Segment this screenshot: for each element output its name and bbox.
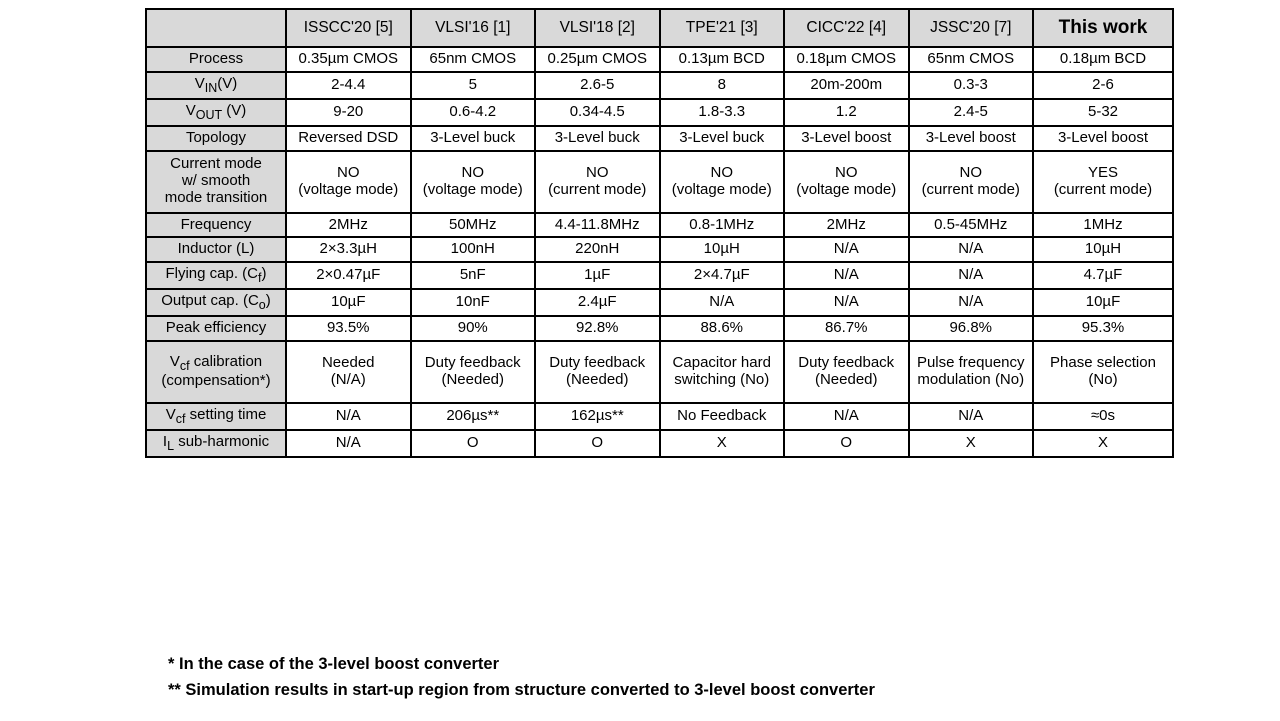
cell: N/A (909, 289, 1034, 316)
cell: N/A (784, 403, 909, 430)
cell: Reversed DSD (286, 126, 411, 151)
footnote-single-star: * In the case of the 3-level boost converter (168, 655, 500, 673)
cell: 0.13µm BCD (660, 47, 785, 72)
cell: 0.3-3 (909, 72, 1034, 99)
cell: 10µF (286, 289, 411, 316)
row-header: Frequency (146, 213, 286, 238)
table-row (146, 47, 1173, 72)
cell: 0.25µm CMOS (535, 47, 660, 72)
cell: 2MHz (286, 213, 411, 238)
column-header-2: VLSI'16 [1] (411, 9, 536, 47)
cell-this-work: 10µH (1033, 237, 1173, 262)
cell: 90% (411, 316, 536, 341)
table-row (146, 237, 1173, 262)
cell-this-work: 0.18µm BCD (1033, 47, 1173, 72)
cell: NO (current mode) (909, 151, 1034, 213)
cell: 8 (660, 72, 785, 99)
cell-this-work: YES (current mode) (1033, 151, 1173, 213)
cell: N/A (784, 289, 909, 316)
cell: NO (voltage mode) (784, 151, 909, 213)
row-header: $V_{cf}$ calibration (compensation*) (146, 341, 286, 403)
cell: 2×4.7µF (660, 262, 785, 289)
cell: 2.4µF (535, 289, 660, 316)
cell-this-work: 5-32 (1033, 99, 1173, 126)
cell: 4.4-11.8MHz (535, 213, 660, 238)
row-header: Current mode w/ smooth mode transition (146, 151, 286, 213)
cell: N/A (784, 262, 909, 289)
column-header-this-work: This work (1033, 9, 1173, 47)
cell: 0.8-1MHz (660, 213, 785, 238)
table-row (146, 289, 1173, 316)
cell: 86.7% (784, 316, 909, 341)
cell: 0.6-4.2 (411, 99, 536, 126)
cell: Needed (N/A) (286, 341, 411, 403)
column-header-4: TPE'21 [3] (660, 9, 785, 47)
cell: 65nm CMOS (411, 47, 536, 72)
cell: N/A (909, 237, 1034, 262)
footnote-double-star: ** Simulation results in start-up region from structure converted to 3-level boost converter (168, 680, 875, 699)
cell: 3-Level boost (784, 126, 909, 151)
cell: NO (voltage mode) (286, 151, 411, 213)
cell: 9-20 (286, 99, 411, 126)
cell: 3-Level buck (411, 126, 536, 151)
column-header-6: JSSC'20 [7] (909, 9, 1034, 47)
row-header: Inductor (L) (146, 237, 286, 262)
cell: 100nH (411, 237, 536, 262)
table-row (146, 126, 1173, 151)
cell: 0.34-4.5 (535, 99, 660, 126)
cell: 3-Level buck (660, 126, 785, 151)
row-header: Topology (146, 126, 286, 151)
cell: N/A (784, 237, 909, 262)
cell: X (660, 430, 785, 457)
row-header: $V_{OUT}$ (V) (146, 99, 286, 126)
cell: 3-Level buck (535, 126, 660, 151)
table-row (146, 403, 1173, 430)
column-header-1: ISSCC'20 [5] (286, 9, 411, 47)
cell: 20m-200m (784, 72, 909, 99)
cell: 96.8% (909, 316, 1034, 341)
cell: Duty feedback (Needed) (535, 341, 660, 403)
cell: O (784, 430, 909, 457)
cell: 50MHz (411, 213, 536, 238)
cell: 1.8-3.3 (660, 99, 785, 126)
cell: 0.35µm CMOS (286, 47, 411, 72)
cell: 2-4.4 (286, 72, 411, 99)
cell: 10nF (411, 289, 536, 316)
footnotes (168, 652, 1218, 703)
table-row (146, 430, 1173, 457)
cell: O (535, 430, 660, 457)
row-header: Process (146, 47, 286, 72)
cell: 0.18µm CMOS (784, 47, 909, 72)
cell-this-work: 10µF (1033, 289, 1173, 316)
cell: N/A (909, 403, 1034, 430)
comparison-table-container (145, 8, 1157, 458)
cell: O (411, 430, 536, 457)
cell-this-work: 2-6 (1033, 72, 1173, 99)
cell: Duty feedback (Needed) (784, 341, 909, 403)
table-row (146, 72, 1173, 99)
cell: X (909, 430, 1034, 457)
cell: 2MHz (784, 213, 909, 238)
cell-this-work: 1MHz (1033, 213, 1173, 238)
cell: Pulse frequency modulation (No) (909, 341, 1034, 403)
column-header-5: CICC'22 [4] (784, 9, 909, 47)
row-header: $V_{cf}$ setting time (146, 403, 286, 430)
cell: 2×3.3µH (286, 237, 411, 262)
cell-this-work: 95.3% (1033, 316, 1173, 341)
cell: 88.6% (660, 316, 785, 341)
cell: 5 (411, 72, 536, 99)
row-header: Output cap. $(C_o)$ (146, 289, 286, 316)
cell: 1µF (535, 262, 660, 289)
cell: 5nF (411, 262, 536, 289)
row-header: $V_{IN}(V)$ (146, 72, 286, 99)
comparison-table (145, 8, 1174, 458)
table-row (146, 341, 1173, 403)
row-header: $I_L$ sub-harmonic (146, 430, 286, 457)
cell: 65nm CMOS (909, 47, 1034, 72)
cell: No Feedback (660, 403, 785, 430)
cell-this-work: Phase selection (No) (1033, 341, 1173, 403)
cell: 10µH (660, 237, 785, 262)
cell: 3-Level boost (909, 126, 1034, 151)
cell-this-work: 3-Level boost (1033, 126, 1173, 151)
table-corner-cell (146, 9, 286, 47)
table-body (146, 9, 1173, 457)
cell: 2×0.47µF (286, 262, 411, 289)
cell: Capacitor hard switching (No) (660, 341, 785, 403)
cell: NO (voltage mode) (411, 151, 536, 213)
cell: N/A (286, 430, 411, 457)
cell: N/A (660, 289, 785, 316)
cell: 206µs** (411, 403, 536, 430)
row-header: Flying cap. $(C_f)$ (146, 262, 286, 289)
cell: 2.6-5 (535, 72, 660, 99)
table-row (146, 316, 1173, 341)
cell: 93.5% (286, 316, 411, 341)
table-row (146, 99, 1173, 126)
cell: 220nH (535, 237, 660, 262)
cell: 92.8% (535, 316, 660, 341)
cell-this-work: ≈0s (1033, 403, 1173, 430)
cell-this-work: 4.7µF (1033, 262, 1173, 289)
cell: NO (current mode) (535, 151, 660, 213)
cell: 162µs** (535, 403, 660, 430)
cell: 0.5-45MHz (909, 213, 1034, 238)
row-header: Peak efficiency (146, 316, 286, 341)
cell: N/A (286, 403, 411, 430)
cell: NO (voltage mode) (660, 151, 785, 213)
cell: 1.2 (784, 99, 909, 126)
table-row (146, 151, 1173, 213)
cell: Duty feedback (Needed) (411, 341, 536, 403)
table-row (146, 262, 1173, 289)
column-header-3: VLSI'18 [2] (535, 9, 660, 47)
table-header-row (146, 9, 1173, 47)
cell: N/A (909, 262, 1034, 289)
cell-this-work: X (1033, 430, 1173, 457)
table-row (146, 213, 1173, 238)
cell: 2.4-5 (909, 99, 1034, 126)
